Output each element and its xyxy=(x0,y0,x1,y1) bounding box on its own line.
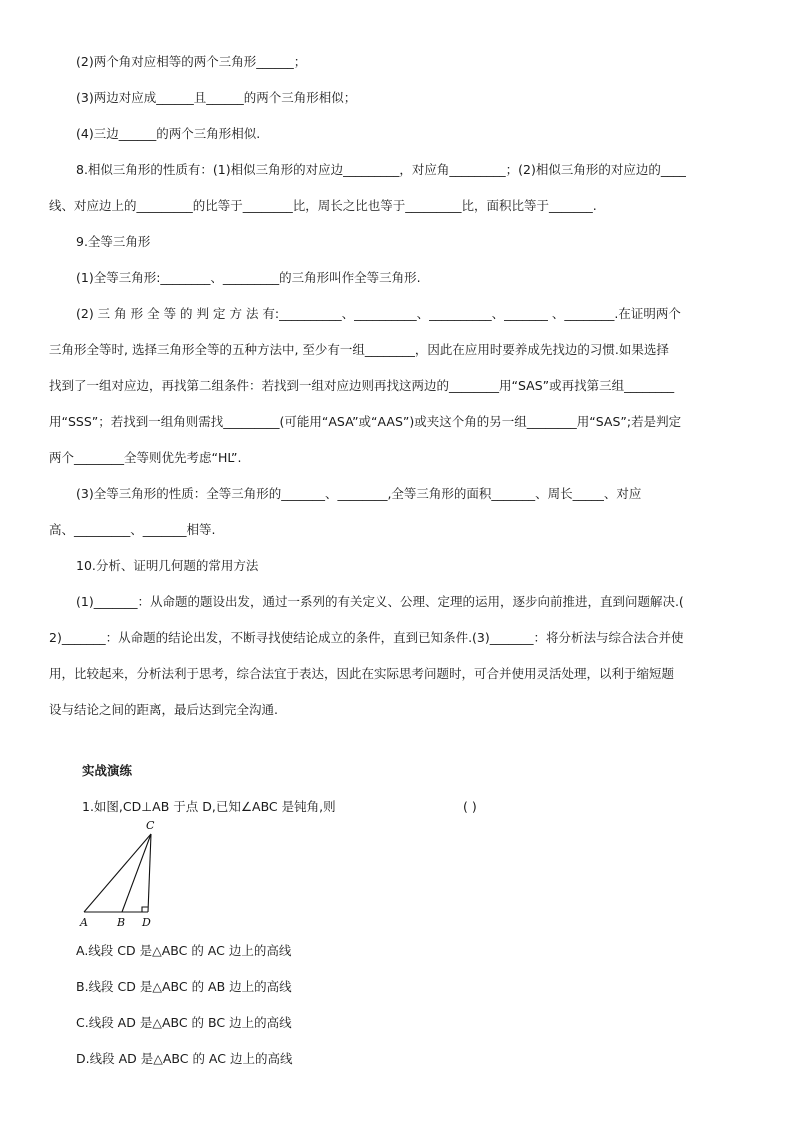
text-line: (4)三边______的两个三角形相似. xyxy=(76,126,261,141)
text-line: 两个________全等则优先考虑“HL”. xyxy=(49,450,242,465)
option-c: C.线段 AD 是△ABC 的 BC 边上的高线 xyxy=(76,1015,292,1030)
practice-heading: 实战演练 xyxy=(82,763,133,778)
text-line: (3)两边对应成______且______的两个三角形相似； xyxy=(76,90,357,105)
text-line: 三角形全等时, 选择三角形全等的五种方法中, 至少有一组________，因此在应用时要养成先找边的习惯.如果选择 xyxy=(49,342,669,357)
label-a: A xyxy=(80,916,88,929)
label-c: C xyxy=(146,819,155,832)
text-line: (2) 三 角 形 全 等 的 判 定 方 法 有:__________、__________、__________、_______ 、________.在证明两个 xyxy=(76,306,681,321)
text-line: 线、对应边上的_________的比等于________比，周长之比也等于_________比，面积比等于_______. xyxy=(49,198,597,213)
label-d: D xyxy=(142,916,151,929)
option-a: A.线段 CD 是△ABC 的 AC 边上的高线 xyxy=(76,943,292,958)
triangle-figure xyxy=(78,818,158,930)
segment-bc xyxy=(122,834,151,912)
text-line: (1)全等三角形:________、_________的三角形叫作全等三角形. xyxy=(76,270,421,285)
text-line: 高、_________、_______相等. xyxy=(49,522,216,537)
text-line: 设与结论之间的距离，最后达到完全沟通. xyxy=(49,702,278,717)
text-line: 找到了一组对应边，再找第二组条件：若找到一组对应边则再找这两边的________用“SAS”或再找第三组________ xyxy=(49,378,675,393)
segment-ac xyxy=(84,834,151,912)
text-line: (3)全等三角形的性质：全等三角形的_______、________,全等三角形的面积_______、周长_____、对应 xyxy=(76,486,642,501)
section-title: 9.全等三角形 xyxy=(76,234,151,249)
question-stem: 1.如图,CD⊥AB 于点 D,已知∠ABC 是钝角,则 xyxy=(82,799,336,814)
option-d: D.线段 AD 是△ABC 的 AC 边上的高线 xyxy=(76,1051,293,1066)
segment-cd xyxy=(148,834,151,912)
section-title: 10.分析、证明几何题的常用方法 xyxy=(76,558,259,573)
right-angle-mark xyxy=(142,907,148,912)
text-line: 用，比较起来，分析法利于思考，综合法宜于表达，因此在实际思考问题时，可合并使用灵活处理，以利于缩短题 xyxy=(49,666,675,681)
text-line: 8.相似三角形的性质有：(1)相似三角形的对应边_________，对应角_________；(2)相似三角形的对应边的____ xyxy=(76,162,686,177)
text-line: (2)两个角对应相等的两个三角形______； xyxy=(76,54,307,69)
answer-bracket: ( ) xyxy=(463,799,477,814)
text-line: (1)_______：从命题的题设出发，通过一系列的有关定义、公理、定理的运用，逐步向前推进，直到问题解决.( xyxy=(76,594,684,609)
label-b: B xyxy=(117,916,126,929)
text-line: 2)_______：从命题的结论出发，不断寻找使结论成立的条件，直到已知条件.(3)_______：将分析法与综合法合并使 xyxy=(49,630,684,645)
option-b: B.线段 CD 是△ABC 的 AB 边上的高线 xyxy=(76,979,292,994)
text-line: 用“SSS”；若找到一组角则需找_________(可能用“ASA”或“AAS”)或夹这个角的另一组________用“SAS”;若是判定 xyxy=(49,414,682,429)
